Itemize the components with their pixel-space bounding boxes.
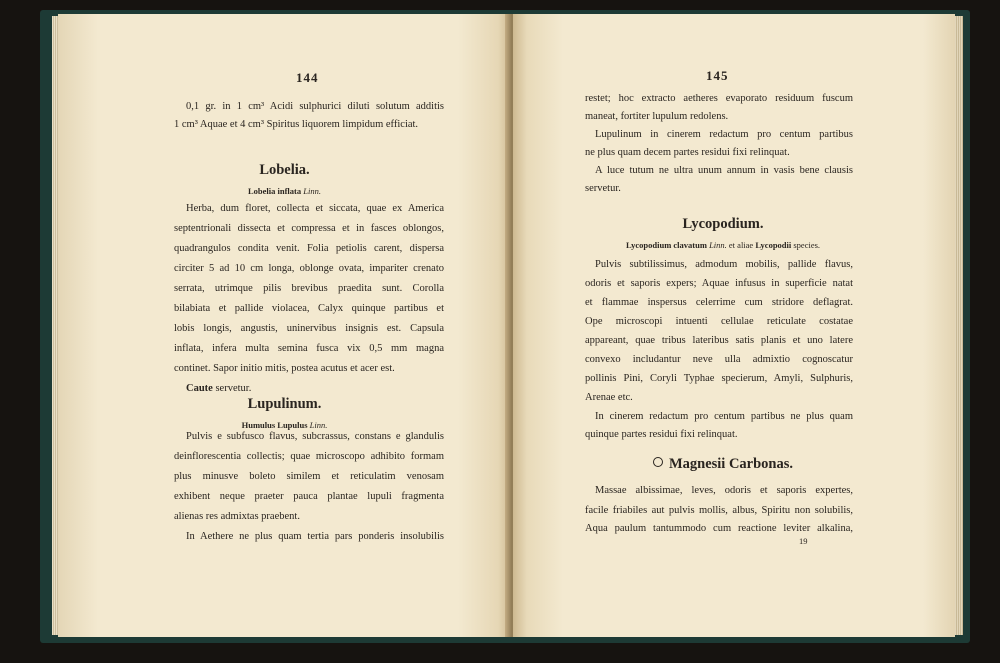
text-line: inflata, infera multa semina fusca vix 0,5 mm magna [174, 343, 444, 354]
text-line: quinque partes residui fixi relinquat. [585, 429, 738, 440]
text-line: septentrionali dissecta et compressa et in fasces oblongos, [174, 223, 444, 234]
section-heading: Lycopodium. [682, 216, 764, 232]
text-line: facile friabiles aut pulvis mollis, albus, Spiritu non solubilis, [585, 505, 853, 516]
text-line: restet; hoc extracto aetheres evaporato residuum fuscum [585, 93, 853, 104]
section-subtitle [513, 240, 933, 250]
circle-icon [653, 457, 663, 467]
text-line: lobis longis, angustis, uninervibus insignis est. Capsula [174, 323, 444, 334]
author-abbrev: Linn. [709, 240, 727, 250]
text-line: odoris et saporis expers; Aquae infusus in superficie natat [585, 278, 853, 289]
subtitle-end: species. [793, 240, 821, 250]
section-heading [513, 456, 933, 473]
text-line: deinflorescentia collectis; quae microscopo adhibito formam [174, 451, 444, 462]
species-name: Humulus Lupulus [241, 420, 308, 430]
text-line: serrata, utrimque pilis brevibus praedita sunt. Corolla [174, 283, 444, 294]
text-line: alienas res admixtas praebent. [174, 511, 300, 522]
text-line: et flammae inspersus celerrime cum stridore deflagrat. [585, 297, 853, 308]
text-line: Arenae etc. [585, 392, 633, 403]
species-name: Lobelia inflata [248, 186, 302, 196]
author-abbrev: Linn. [309, 420, 328, 430]
section-subtitle [58, 420, 511, 430]
text-line: bilabiata et pallide violacea, Calyx quinque partibus et [174, 303, 444, 314]
text-line: In Aethere ne plus quam tertia pars ponderis insolubilis [186, 531, 444, 542]
text-line: exhibent neque praeter pauca plantae lupuli fragmenta [174, 491, 444, 502]
genus-name: Lycopodii [755, 240, 792, 250]
text-line: A luce tutum ne ultra unum annum in vasis bene clausis [595, 165, 853, 176]
species-name: Lycopodium clavatum [625, 240, 707, 250]
text-line: plus minusve boleto similem et reticulatim venosam [174, 471, 444, 482]
section-heading: Lobelia. [259, 162, 310, 178]
caution-line [186, 382, 251, 395]
text-line: Pulvis e subfusco flavus, subcrassus, constans e glandulis [186, 431, 444, 442]
text-line: maneat, fortiter lupulum redolens. [585, 111, 729, 122]
section-heading: Lupulinum. [247, 396, 322, 412]
text-line: servetur. [585, 183, 621, 194]
text-line: Ope microscopi intuenti cellulae reticulate costatae [585, 316, 853, 327]
text-line: 1 cm³ Aquae et 4 cm³ Spiritus liquorem limpidum efficiat. [174, 119, 419, 130]
caution-rest: servetur. [212, 383, 252, 394]
text-line: 0,1 gr. in 1 cm³ Acidi sulphurici diluti solutum additis [186, 101, 444, 112]
text-line: Massae albissimae, leves, odoris et saporis expertes, [595, 485, 853, 496]
caution-bold: Caute [186, 383, 213, 394]
text-line: In cinerem redactum pro centum partibus ne plus quam [595, 411, 853, 422]
text-line: Lupulinum in cinerem redactum pro centum partibus [595, 129, 853, 140]
text-line: Aqua paulum tantummodo cum reactione leviter alkalina, [585, 523, 853, 534]
right-page [513, 14, 955, 637]
text-line: quadrangulos condita venit. Folia petiolis carent, dispersa [174, 243, 444, 254]
text-line: Herba, dum floret, collecta et siccata, quae ex America [186, 203, 444, 214]
text-line: convexo includantur neve ulla admixtio cognoscatur [585, 354, 853, 365]
text-line: appareant, quae tribus lateribus satis planis et uno latere [585, 335, 853, 346]
page-edges-right [955, 16, 963, 635]
text-line: ne plus quam decem partes residui fixi relinquat. [585, 147, 790, 158]
text-line: Pulvis subtilissimus, admodum mobilis, pallide flavus, [595, 259, 853, 270]
text-line: circiter 5 ad 10 cm longa, oblonge ovata, impariter crenato [174, 263, 444, 274]
author-abbrev: Linn. [303, 186, 321, 196]
left-page [58, 14, 511, 637]
page-number: 144 [296, 70, 319, 85]
text-line: pollinis Pini, Coryli Typhae specierum, Amyli, Sulphuris, [585, 373, 853, 384]
page-number: 145 [706, 68, 729, 83]
signature-mark: 19 [799, 536, 808, 546]
section-title: Magnesii Carbonas. [668, 456, 794, 472]
section-subtitle [58, 186, 511, 196]
subtitle-connector: et aliae [728, 240, 754, 250]
text-line: continet. Sapor initio mitis, postea acutus et acer est. [174, 363, 395, 374]
